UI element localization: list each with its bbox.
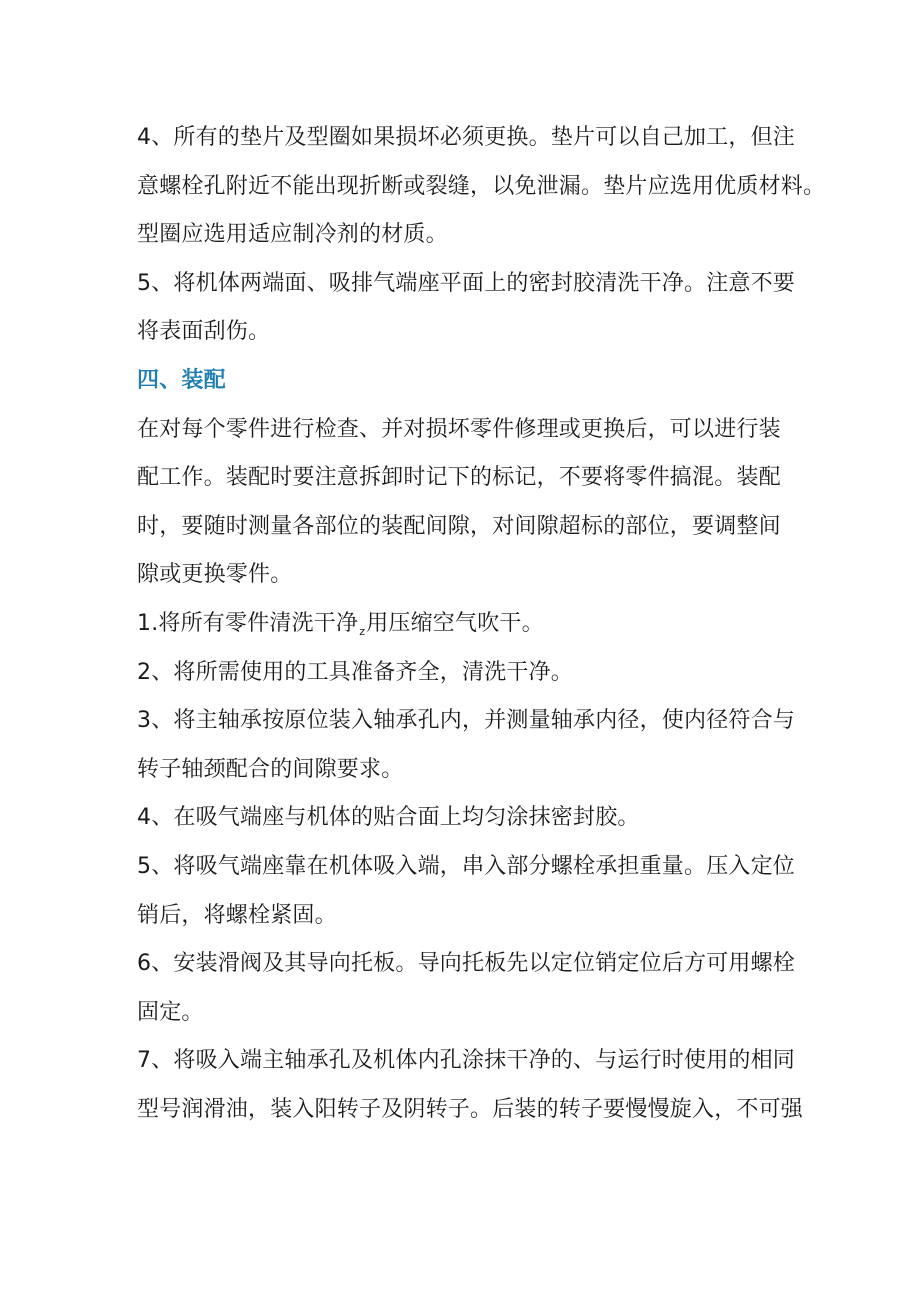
step-5-suction-end-seat <box>137 843 795 940</box>
text-line: 6、安装滑阀及其导向托板。导向托板先以定位销定位后方可用螺栓 <box>137 951 795 977</box>
document-body <box>137 114 826 1134</box>
text-line: 7、将吸入端主轴承孔及机体内孔涂抹干净的、与运行时使用的相同 <box>137 1048 795 1074</box>
text-line: 销后，将螺栓紧固。 <box>137 902 337 928</box>
text-line <box>137 600 785 649</box>
step-2-prepare-tools <box>137 649 785 698</box>
section-heading-assembly <box>137 357 785 406</box>
text-line: 型圈应选用适应制冷剂的材质。 <box>137 222 448 248</box>
paragraph-gasket-replacement <box>137 114 826 260</box>
text-line: 时，要随时测量各部位的装配间隙，对间隙超标的部位，要调整间 <box>137 513 781 539</box>
text-line: 5、将吸气端座靠在机体吸入端，串入部分螺栓承担重量。压入定位 <box>137 853 795 879</box>
text-line: 转子轴颈配合的间隙要求。 <box>137 756 404 782</box>
text-line: 3、将主轴承按原位装入轴承孔内，并测量轴承内径，使内径符合与 <box>137 708 795 734</box>
step-1-tail: 用压缩空气吹干。 <box>366 610 544 636</box>
subscript-mark: z <box>359 624 366 638</box>
step-1-text: 1.将所有零件清洗干净 <box>137 610 359 636</box>
paragraph-assembly-intro <box>137 406 785 600</box>
text-line: 4、在吸气端座与机体的贴合面上均匀涂抹密封胶。 <box>137 805 640 831</box>
text-line: 5、将机体两端面、吸排气端座平面上的密封胶清洗干净。注意不要 <box>137 270 795 296</box>
text-line: 固定。 <box>137 999 204 1025</box>
step-1-clean-parts <box>137 600 785 649</box>
section-title: 四、装配 <box>137 367 226 393</box>
text-line: 2、将所需使用的工具准备齐全，清洗干净。 <box>137 659 573 685</box>
text-line: 将表面刮伤。 <box>137 319 271 345</box>
text-line: 型号润滑油，装入阳转子及阴转子。后装的转子要慢慢旋入，不可强 <box>137 1096 804 1122</box>
step-3-main-bearing <box>137 697 795 794</box>
text-line: 在对每个零件进行检查、并对损坏零件修理或更换后，可以进行装 <box>137 416 781 442</box>
paragraph-clean-sealant <box>137 260 795 357</box>
text-line: 4、所有的垫片及型圈如果损坏必须更换。垫片可以自己加工，但注 <box>137 125 795 150</box>
text-line: 配工作。装配时要注意拆卸时记下的标记，不要将零件搞混。装配 <box>137 465 781 491</box>
step-7-install-rotors <box>137 1037 804 1134</box>
text-line: 意螺栓孔附近不能出现折断或裂缝，以免泄漏。垫片应选用优质材料。 <box>137 173 826 199</box>
step-4-apply-sealant <box>137 794 785 843</box>
text-line: 隙或更换零件。 <box>137 562 293 588</box>
step-6-slide-valve <box>137 940 795 1037</box>
